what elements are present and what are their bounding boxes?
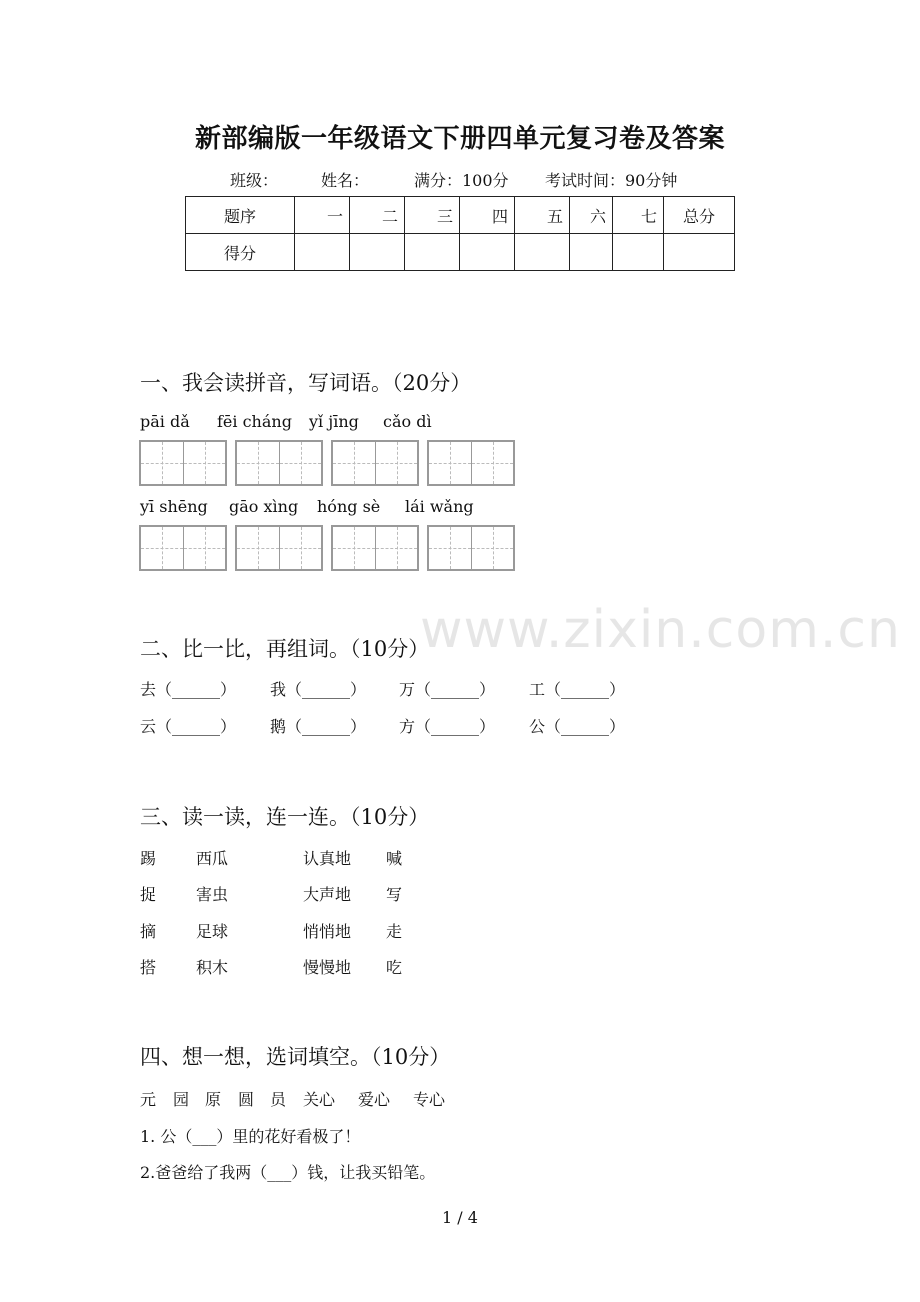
full-score-label: 满分：100分 [414,171,509,190]
word-blank-item[interactable]: 鹅（______） [270,717,367,736]
match-word: 捉 [140,885,157,904]
word-blank-item[interactable]: 工（______） [529,680,626,699]
score-table-header-row [186,197,735,234]
match-word: 足球 [196,922,229,941]
section-2-heading: 二、比一比，再组词。（10分） [140,637,430,661]
score-blank-cell[interactable] [405,234,460,271]
score-header-cell: 二 [350,197,405,234]
writing-grid-box[interactable] [235,440,323,486]
word-bank-item: 元 [140,1090,157,1109]
match-word: 积木 [196,958,229,977]
watermark: www.zixin.com.cn [420,600,901,660]
score-header-cell: 六 [570,197,613,234]
score-blank-cell[interactable] [460,234,515,271]
score-header-cell: 题序 [186,197,295,234]
match-word: 吃 [386,958,403,977]
word-bank-item: 专心 [413,1090,446,1109]
pinyin-label: hóng sè [317,497,381,516]
match-word: 踢 [140,849,157,868]
word-blank-item[interactable]: 云（______） [140,717,237,736]
score-table [185,196,735,271]
word-blank-item[interactable]: 去（______） [140,680,237,699]
pinyin-label: yī shēng [140,497,208,516]
pinyin-label: gāo xìng [229,497,299,516]
score-blank-cell[interactable] [570,234,613,271]
pinyin-label: cǎo dì [383,412,432,431]
pinyin-label: pāi dǎ [140,412,190,431]
section-3-heading: 三、读一读，连一连。（10分） [140,805,430,829]
match-word: 写 [386,885,403,904]
score-blank-cell[interactable] [515,234,570,271]
page-number: 1 / 4 [442,1208,478,1227]
score-blank-cell[interactable] [350,234,405,271]
score-header-cell: 五 [515,197,570,234]
match-word: 悄悄地 [303,922,352,941]
match-word: 西瓜 [196,849,229,868]
pinyin-label: yǐ jīng [309,412,359,431]
word-bank-item: 员 [270,1090,287,1109]
score-row-label: 得分 [186,234,295,271]
fill-question-1[interactable]: 1. 公（___）里的花好看极了！ [140,1127,361,1146]
score-blank-cell[interactable] [664,234,735,271]
score-header-cell: 一 [295,197,350,234]
word-bank-item: 原 [205,1090,222,1109]
score-blank-cell[interactable] [295,234,350,271]
score-header-cell: 总分 [664,197,735,234]
score-blank-cell[interactable] [613,234,664,271]
writing-grid-box[interactable] [427,525,515,571]
word-bank-item: 关心 [303,1090,336,1109]
word-blank-item[interactable]: 万（______） [399,680,496,699]
match-word: 认真地 [303,849,352,868]
score-header-cell: 四 [460,197,515,234]
writing-grid-box[interactable] [139,440,227,486]
match-word: 害虫 [196,885,229,904]
match-word: 大声地 [303,885,352,904]
name-label: 姓名： [321,171,370,190]
word-blank-item[interactable]: 我（______） [270,680,367,699]
match-word: 摘 [140,922,157,941]
match-word: 慢慢地 [303,958,352,977]
page-title: 新部编版一年级语文下册四单元复习卷及答案 [194,124,725,154]
pinyin-label: fēi cháng [217,412,292,431]
word-bank-item: 爱心 [358,1090,391,1109]
class-label: 班级： [230,171,279,190]
match-word: 搭 [140,958,157,977]
writing-grid-box[interactable] [331,440,419,486]
writing-grid-box[interactable] [139,525,227,571]
score-header-cell: 七 [613,197,664,234]
writing-grid-box[interactable] [427,440,515,486]
word-blank-item[interactable]: 公（______） [529,717,626,736]
exam-time-label: 考试时间：90分钟 [545,171,678,190]
fill-question-2[interactable]: 2.爸爸给了我两（___）钱，让我买铅笔。 [140,1163,436,1182]
match-word: 走 [386,922,403,941]
writing-grid-box[interactable] [235,525,323,571]
word-bank-item: 圆 [238,1090,255,1109]
score-table-score-row [186,234,735,271]
writing-grid-box[interactable] [331,525,419,571]
section-1-heading: 一、我会读拼音，写词语。（20分） [140,371,472,395]
section-4-heading: 四、想一想，选词填空。（10分） [140,1045,451,1069]
score-header-cell: 三 [405,197,460,234]
word-bank-item: 园 [173,1090,190,1109]
match-word: 喊 [386,849,403,868]
pinyin-label: lái wǎng [405,497,474,516]
word-blank-item[interactable]: 方（______） [399,717,496,736]
